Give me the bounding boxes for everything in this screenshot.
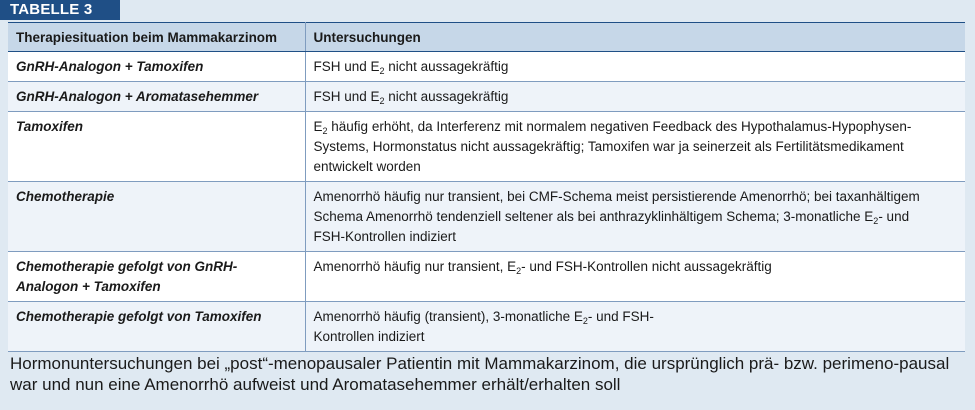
header-situation: Therapiesituation beim Mammakarzinom [8, 23, 305, 52]
tests-cell: Amenorrhö häufig nur transient, $E_2-$ und FSH-Kontrollen nicht aussagekräftig [305, 252, 965, 302]
table-header-row [8, 23, 965, 52]
table-label: TABELLE 3 [0, 0, 120, 20]
table-container [8, 22, 965, 352]
tests-cell: FSH und $E_2$ nicht aussagekräftig [305, 52, 965, 82]
tests-cell: $E_2$ häufig erhöht, da Interferenz mit normalem negativen Feedback des Hypothalamus-Hypophysen- Systems, Hormonstatus nicht aussagekräftig; Tamoxifen war ja seinerzeit als Fertilitätsmedikament entwickelt worden [305, 112, 965, 182]
table-row [8, 302, 965, 352]
therapy-situation-cell: Chemotherapie [8, 182, 305, 252]
table-caption: Hormonuntersuchungen bei „post“-menopausaler Patientin mit Mammakarzinom, die ursprünglich prä- bzw. perimeno-pausal war und nun eine Amenorrhö aufweist und Aromatasehemmer erhält/erhalten soll [10, 354, 950, 394]
tests-cell: Amenorrhö häufig nur transient, bei CMF-Schema meist persistierende Amenorrhö; bei taxanhältigem Schema Amenorrhö tendenziell seltener als bei anthrazyklinhältigem Schema; 3-monatliche $E_2-$ und FSH-Kontrollen indiziert [305, 182, 965, 252]
table-row [8, 182, 965, 252]
header-tests: Untersuchungen [305, 23, 965, 52]
therapy-situation-cell: GnRH-Analogon + Aromatasehemmer [8, 82, 305, 112]
therapy-situation-cell: GnRH-Analogon + Tamoxifen [8, 52, 305, 82]
therapy-situation-cell: Chemotherapie gefolgt von GnRH-Analogon + Tamoxifen [8, 252, 305, 302]
table-row [8, 112, 965, 182]
tests-cell: FSH und $E_2$ nicht aussagekräftig [305, 82, 965, 112]
table-row [8, 52, 965, 82]
table-body [8, 52, 965, 352]
tests-cell: Amenorrhö häufig (transient), 3-monatliche $E_2-$ und FSH- Kontrollen indiziert [305, 302, 965, 352]
therapy-situation-cell: Chemotherapie gefolgt von Tamoxifen [8, 302, 305, 352]
therapy-situation-cell: Tamoxifen [8, 112, 305, 182]
table-row [8, 252, 965, 302]
table-row [8, 82, 965, 112]
therapy-table [8, 22, 965, 352]
